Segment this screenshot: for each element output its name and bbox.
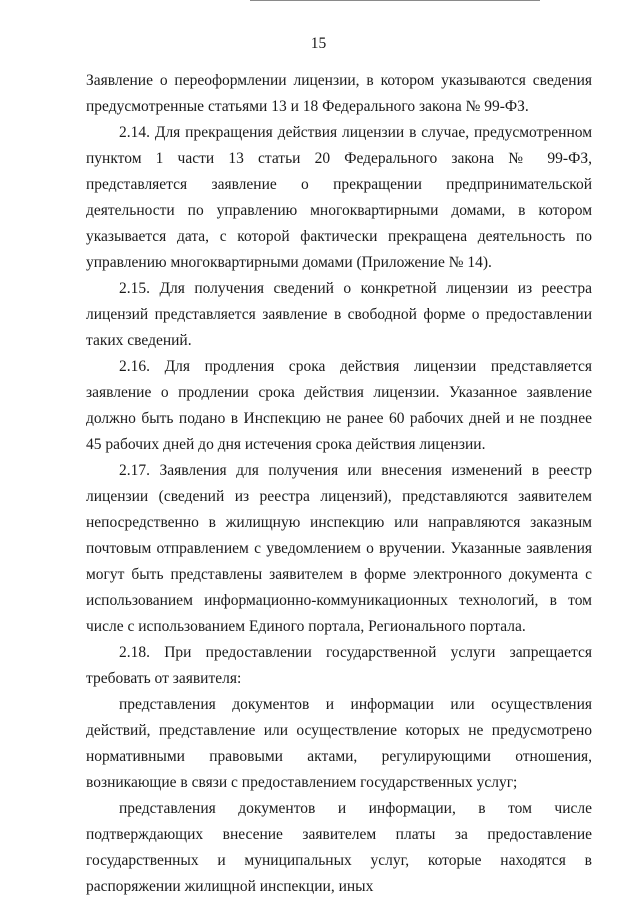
paragraph-2-15: 2.15. Для получения сведений о конкретной лицензии из реестра лицензий представляется заявление в свободной форме о предоставлении таких сведений. [86,280,592,349]
document-body [86,68,592,900]
header-rule [250,0,540,1]
paragraph-2-18: 2.18. При предоставлении государственной услуги запрещается требовать от заявителя: [86,644,592,687]
paragraph-2-17: 2.17. Заявления для получения или внесения изменений в реестр лицензии (сведений из реестра лицензий), представляются заявителем непосредственно в жилищную инспекцию или направляются заказным почтовым отправлением с уведомлением о вручении. Указанные заявления могут быть представлены заявителем в форме электронного документа с использованием информационно-коммуникационных технологий, в том числе с использованием Единого портала, Регионального портала. [86,462,592,635]
paragraph-2-18-item-1: представления документов и информации или осуществления действий, представление или осуществление которых не предусмотрено нормативными правовыми актами, регулирующими отношения, возникающие в связи с предоставлением государственных услуг; [86,696,592,791]
page-number: 15 [310,35,327,52]
paragraph-reissue-statement: Заявление о переоформлении лицензии, в котором указываются сведения предусмотренные статьями 13 и 18 Федерального закона № 99-ФЗ. [86,72,592,115]
paragraph-2-16: 2.16. Для продления срока действия лицензии представляется заявление о продлении срока действия лицензии. Указанное заявление должно быть подано в Инспекцию не ранее 60 рабочих дней и не позднее 45 рабочих дней до дня истечения срока действия лицензии. [86,358,592,453]
paragraph-2-14: 2.14. Для прекращения действия лицензии в случае, предусмотренном пунктом 1 части 13 статьи 20 Федерального закона № 99-ФЗ, представляется заявление о прекращении предпринимательской деятельности по управлению многоквартирными домами, в котором указывается дата, с которой фактически прекращена деятельность по управлению многоквартирными домами (Приложение № 14). [86,124,592,271]
paragraph-2-18-item-2: представления документов и информации, в том числе подтверждающих внесение заявителем платы за предоставление государственных и муниципальных услуг, которые находятся в распоряжении жилищной инспекции, иных [86,800,592,895]
